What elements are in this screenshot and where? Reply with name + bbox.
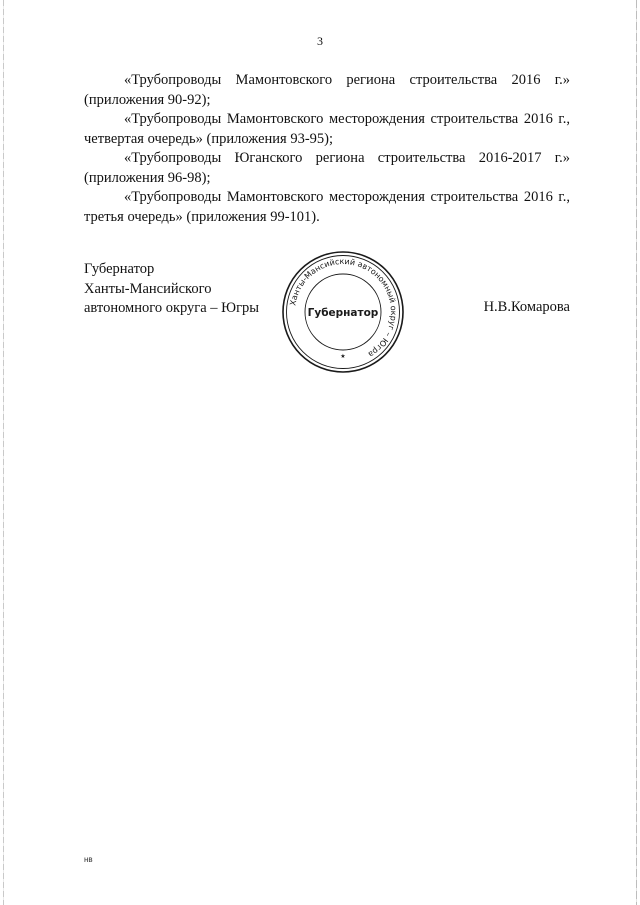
signatory-title-line: Ханты-Мансийского [84,280,212,297]
signatory-title-line: автономного округа – Югры [84,300,260,316]
paragraph: «Трубопроводы Мамонтовского региона строительства 2016 г.» (приложения 90-92); [84,72,570,108]
footer-initials: нв [84,855,93,864]
stamp-center-text: Губернатор [307,307,379,319]
scan-edge-right [636,0,637,905]
stamp-star-icon: ★ [340,353,346,360]
paragraph: «Трубопроводы Юганского региона строительства 2016-2017 г.» (приложения 96-98); [84,150,570,186]
signatory-title-line: Губернатор [84,261,155,277]
page-number: 3 [317,34,323,48]
paragraph: «Трубопроводы Мамонтовского месторождения строительства 2016 г., третья очередь» (приложения 99-101). [84,189,570,225]
stamp-graphic [281,250,405,374]
paragraph: «Трубопроводы Мамонтовского месторождения строительства 2016 г., четвертая очередь» (приложения 93-95); [84,111,570,147]
stamp-ring-text: Ханты-Мансийский автономный округ – Югра [288,256,399,360]
official-stamp [281,250,405,374]
signatory-title [84,260,259,319]
scan-edge-left [3,0,4,905]
signatory-name: Н.В.Комарова [483,299,570,315]
document-body [84,71,570,227]
